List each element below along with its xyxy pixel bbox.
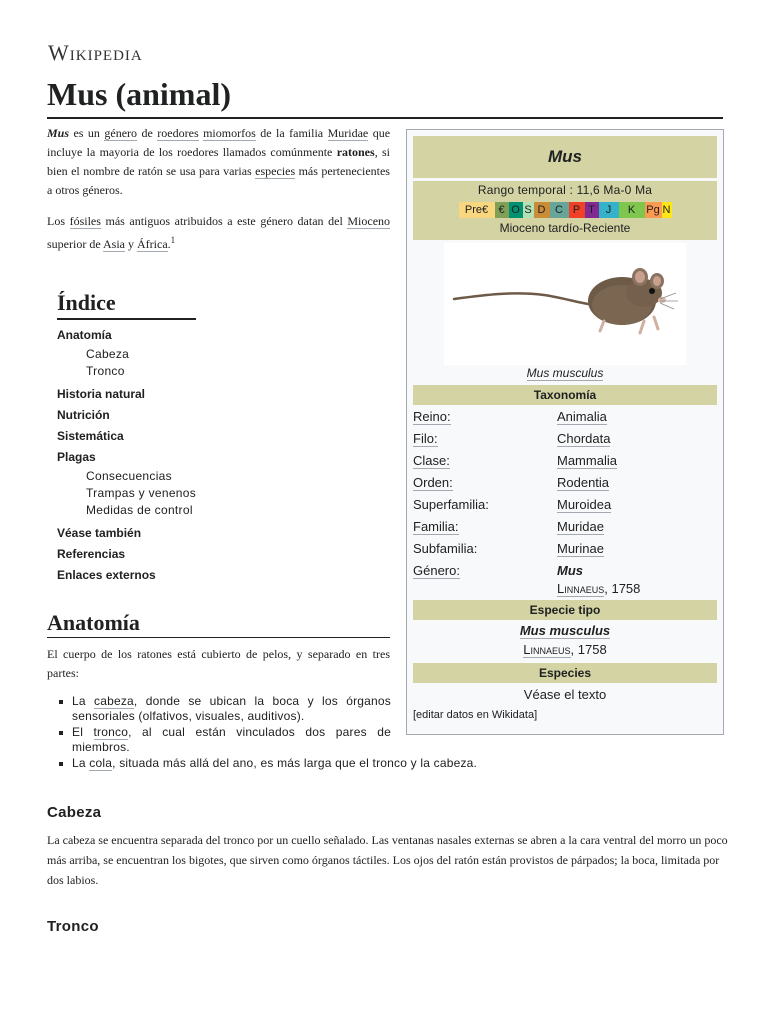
toc-item-historia-natural[interactable]: Historia natural — [57, 387, 146, 401]
period-devonian[interactable]: D — [534, 202, 550, 218]
link-muroidea[interactable]: Muroidea — [557, 497, 612, 512]
taxonomy-row-familia — [413, 516, 717, 538]
period-triassic[interactable]: T — [585, 202, 599, 218]
toc-item-anatomia[interactable]: Anatomía — [57, 328, 112, 342]
link-asia[interactable]: Asia — [103, 237, 125, 251]
link-filo[interactable]: Filo: — [413, 431, 438, 446]
heading-cabeza: Cabeza — [47, 804, 102, 821]
list-item: El tronco, al cual están vinculados dos pares de miembros. — [57, 725, 391, 755]
geologic-timescale-bar[interactable] — [459, 202, 672, 218]
link-cabeza[interactable]: cabeza — [94, 694, 134, 708]
taxonomy-row-subfamilia: Subfamilia: Murinae — [413, 541, 604, 556]
temporal-range-label: Rango temporal : 11,6 Ma-0 Ma — [477, 183, 653, 197]
link-genero[interactable]: género — [104, 126, 138, 140]
edit-wikidata-link[interactable]: [editar datos en Wikidata] — [413, 709, 538, 721]
genus-name: Mus — [47, 126, 70, 140]
link-muridae-taxobox[interactable]: Muridae — [557, 519, 604, 534]
heading-tronco: Tronco — [47, 918, 99, 935]
link-familia[interactable]: Familia: — [413, 519, 459, 534]
period-paleogene[interactable]: Pg — [646, 204, 660, 216]
toc-item-consecuencias[interactable]: Consecuencias — [86, 469, 172, 483]
toc-item-tronco[interactable]: Tronco — [86, 364, 125, 378]
type-species-authority: Linnaeus, 1758 — [523, 642, 607, 657]
reference-1[interactable]: 1 — [170, 235, 176, 245]
table-of-contents — [57, 290, 357, 586]
period-permian[interactable]: P — [569, 202, 585, 218]
heading-anatomia: Anatomía — [47, 610, 390, 638]
period-precambrian[interactable]: Pre€ — [459, 202, 495, 218]
link-mammalia[interactable]: Mammalia — [557, 453, 617, 468]
link-chordata[interactable]: Chordata — [557, 431, 611, 446]
link-muridae[interactable]: Muridae — [327, 126, 369, 140]
link-linnaeus-type[interactable]: Linnaeus — [523, 642, 571, 657]
link-linnaeus[interactable]: Linnaeus — [557, 581, 605, 596]
period-neogene[interactable]: N — [662, 204, 671, 216]
toc-item-nutricion[interactable]: Nutrición — [57, 408, 110, 422]
taxonomy-row-filo — [413, 428, 717, 450]
taxonomy-row-orden — [413, 472, 717, 494]
link-cola[interactable]: cola — [89, 756, 113, 770]
link-animalia[interactable]: Animalia — [557, 409, 607, 424]
period-jurassic[interactable]: J — [599, 202, 619, 218]
taxonomy-row-reino — [413, 406, 717, 428]
taxobox-title: Mus — [413, 136, 717, 178]
link-genero-rank[interactable]: Género: — [413, 563, 460, 578]
anatomia-paragraph: El cuerpo de los ratones está cubierto de pelos, y separado en tres partes: — [47, 647, 390, 680]
period-ordovician[interactable]: O — [509, 202, 523, 218]
section-especies: Especies — [413, 663, 717, 683]
period-silurian[interactable]: S — [524, 204, 532, 216]
title-divider — [47, 117, 723, 119]
toc-item-plagas[interactable]: Plagas — [57, 450, 96, 464]
mouse-image[interactable] — [444, 243, 686, 365]
link-rodentia[interactable]: Rodentia — [557, 475, 610, 490]
period-carboniferous[interactable]: C — [550, 202, 569, 218]
list-item: La cola, situada más allá del ano, es más larga que el tronco y la cabeza. — [57, 756, 502, 771]
genus-authority: Linnaeus, 1758 — [557, 581, 641, 596]
link-roedores[interactable]: roedores — [157, 126, 199, 140]
link-miomorfos[interactable]: miomorfos — [203, 126, 256, 140]
temporal-range — [413, 181, 717, 240]
taxonomy-row-superfamilia: Superfamilia: Muroidea — [413, 497, 612, 512]
link-murinae[interactable]: Murinae — [557, 541, 604, 556]
toc-item-medidas[interactable]: Medidas de control — [86, 503, 193, 517]
section-especie-tipo: Especie tipo — [413, 600, 717, 620]
toc-item-cabeza[interactable]: Cabeza — [86, 347, 130, 361]
taxonomy-row-genero: Género: Mus — [413, 563, 583, 578]
link-especies[interactable]: especies — [255, 164, 296, 178]
link-type-species[interactable]: Mus musculus — [519, 623, 611, 638]
list-item: La cabeza, donde se ubican la boca y los órganos sensoriales (olfativos, visuales, auditivos). — [57, 694, 391, 724]
cabeza-paragraph: La cabeza se encuentra separada del tronco por un cuello señalado. Las ventanas nasales externas se abren a la cara ventral del morro un poco más arriba, se encuentran los bigotes, que sirven como órganos táctiles. Los ojos del ratón están provistos de párpados; la boca, limitada por dos labios. — [47, 833, 728, 887]
taxonomy-row-clase — [413, 450, 717, 472]
toc-title: Índice — [57, 290, 196, 320]
link-reino[interactable]: Reino: — [413, 409, 451, 424]
image-caption — [407, 366, 723, 380]
link-africa[interactable]: África — [137, 237, 168, 251]
link-orden[interactable]: Orden: — [413, 475, 453, 490]
link-tronco[interactable]: tronco — [93, 725, 129, 739]
ratones-bold: ratones — [336, 145, 375, 159]
toc-item-sistematica[interactable]: Sistemática — [57, 429, 124, 443]
toc-item-trampas[interactable]: Trampas y venenos — [86, 486, 197, 500]
toc-item-enlaces-externos[interactable]: Enlaces externos — [57, 568, 156, 582]
taxobox — [406, 129, 724, 735]
mouse-illustration — [444, 243, 686, 365]
toc-item-vease-tambien[interactable]: Véase también — [57, 526, 142, 540]
link-clase[interactable]: Clase: — [413, 453, 450, 468]
species-note: Véase el texto — [523, 687, 607, 702]
type-species — [407, 623, 723, 638]
temporal-range-epochs: Mioceno tardío-Reciente — [499, 221, 631, 235]
period-cretaceous[interactable]: K — [619, 202, 645, 218]
period-cambrian[interactable]: € — [495, 202, 509, 218]
wikipedia-wordmark[interactable]: Wikipedia — [48, 40, 143, 65]
intro-paragraph: Mus es un género de roedores miomorfos de la familia Muridae que incluye la mayoria de los roedores llamados comúnmente ratones, si bien el nombre de ratón se usa para varias especies más pertenecientes a otros géneros. — [47, 126, 391, 197]
fossil-paragraph: Los fósiles más antiguos atribuidos a este género datan del Mioceno superior de Asia y África.$^1$ — [47, 214, 391, 251]
link-mus-musculus-caption[interactable]: Mus musculus — [526, 366, 604, 380]
link-mioceno[interactable]: Mioceno — [347, 214, 391, 228]
link-fosiles[interactable]: fósiles — [69, 214, 101, 228]
section-taxonomia: Taxonomía — [413, 385, 717, 405]
toc-item-referencias[interactable]: Referencias — [57, 547, 126, 561]
page-title: Mus (animal) — [47, 76, 231, 112]
